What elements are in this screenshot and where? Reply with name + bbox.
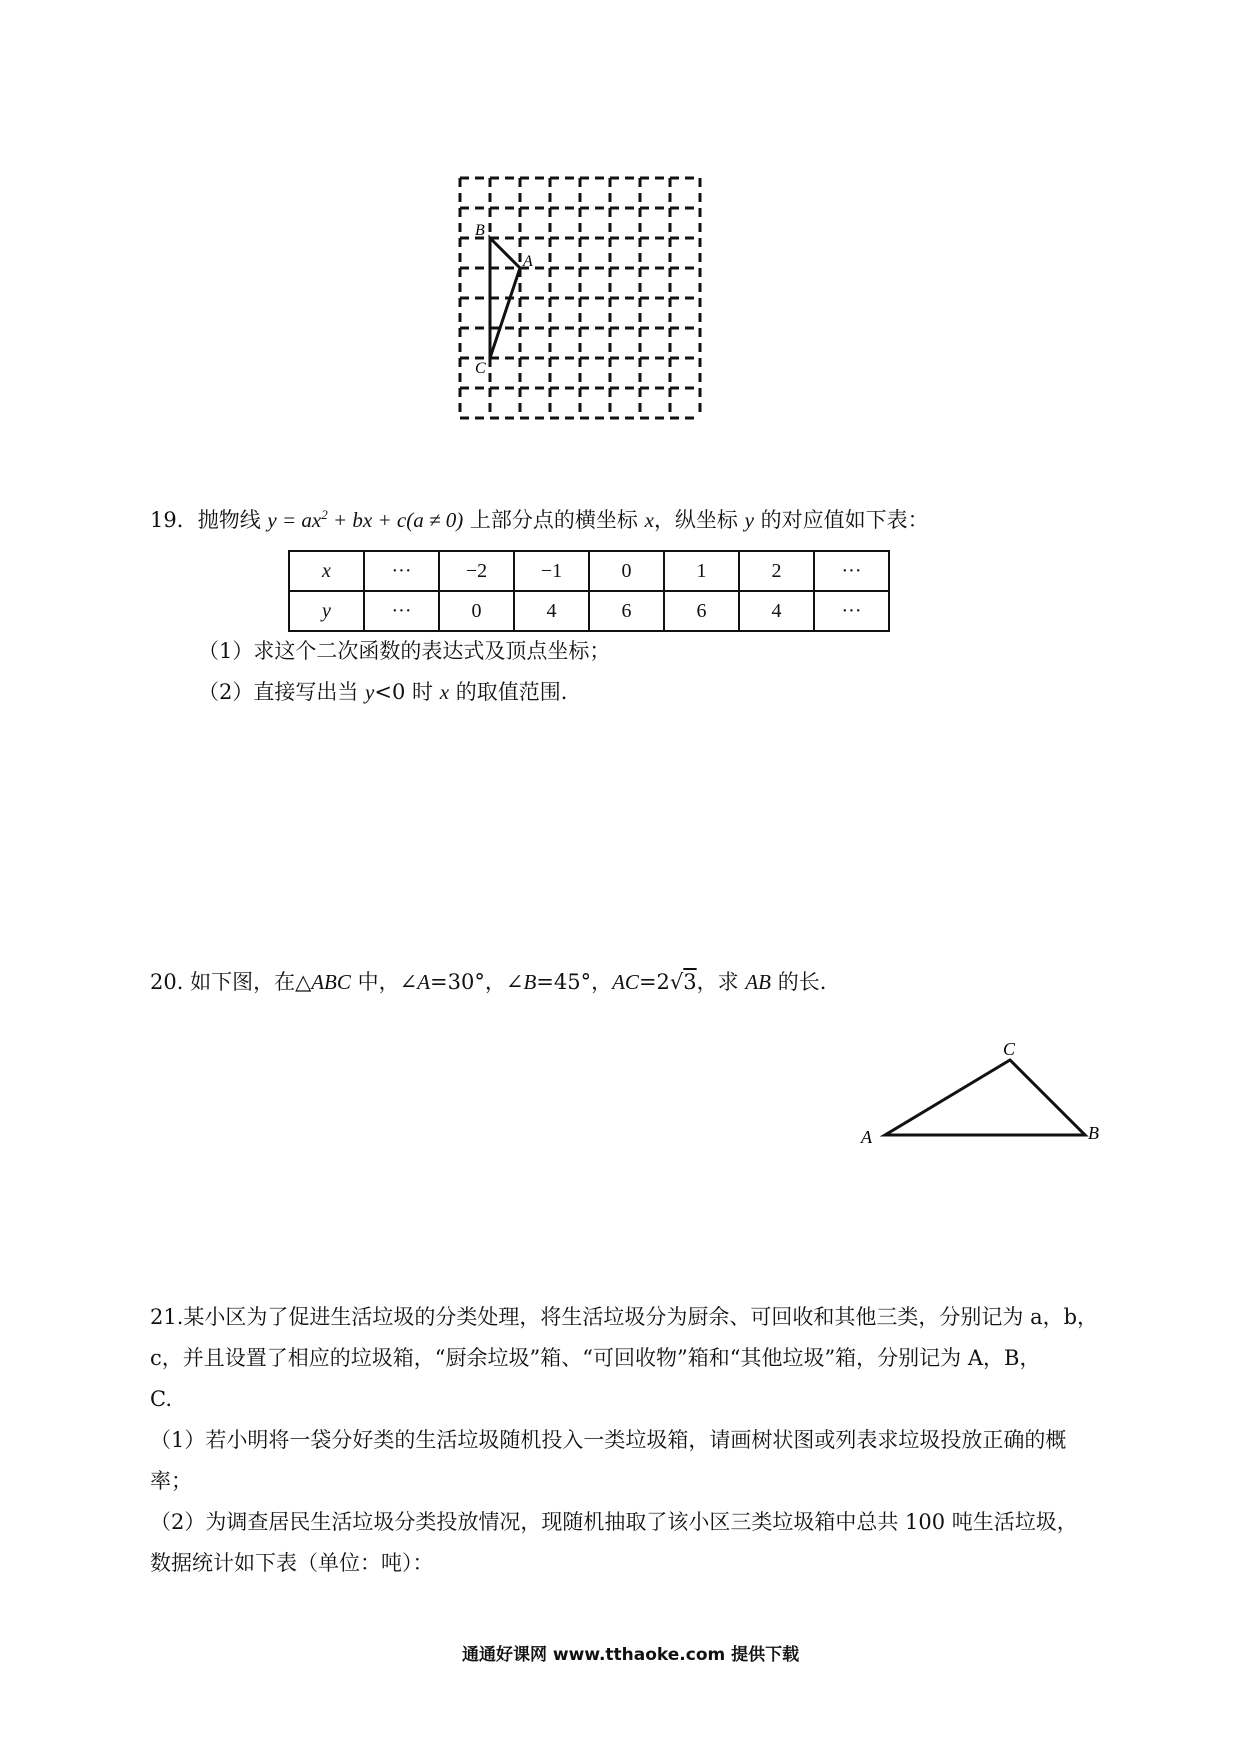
table-cell: x (289, 551, 364, 591)
vertex-label-b: B (1088, 1123, 1099, 1143)
triangle-abc (885, 1060, 1085, 1135)
q19-stem-c: ，纵坐标 (653, 508, 745, 532)
table-row-x (289, 551, 889, 591)
sqrt-symbol: √ (669, 970, 684, 994)
q21-line-2: c，并且设置了相应的垃圾箱，“厨余垃圾”箱、“可回收物”箱和“其他垃圾”箱，分别记为 A，B， (150, 1346, 1041, 1370)
point-label-b: B (475, 222, 485, 239)
table-cell: 1 (664, 551, 739, 591)
grid-triangle-figure (450, 170, 710, 430)
q19-part2: （2）直接写出当 y<0 时 x 的取值范围. (198, 680, 568, 704)
table-row-y (289, 591, 889, 631)
q21-line-6: （2）为调查居民生活垃圾分类投放情况，现随机抽取了该小区三类垃圾箱中总共 100 吨生活垃圾， (150, 1510, 1078, 1534)
q21-line-5: 率； (150, 1469, 192, 1493)
table-cell: 6 (589, 591, 664, 631)
table-cell: 4 (514, 591, 589, 631)
table-cell: 4 (739, 591, 814, 631)
q19-part1: （1）求这个二次函数的表达式及顶点坐标； (198, 639, 611, 663)
q19-var-y: y (744, 508, 754, 532)
table-cell: 6 (664, 591, 739, 631)
page-footer: 通通好课网 www.tthaoke.com 提供下载 (462, 1645, 800, 1665)
table-cell: −1 (514, 551, 589, 591)
table-cell: y (289, 591, 364, 631)
q19-stem (150, 505, 929, 535)
vertex-label-c: C (1003, 1039, 1016, 1059)
table-cell: −2 (439, 551, 514, 591)
table-cell: ··· (814, 591, 889, 631)
point-label-c: C (475, 360, 486, 377)
q19-stem-a: 抛物线 (197, 508, 261, 532)
table-cell: ··· (364, 551, 439, 591)
table-cell: ··· (364, 591, 439, 631)
q19-number: 19． (150, 508, 198, 532)
q19-stem-d: 的对应值如下表： (753, 508, 929, 532)
q19-equation: $y = ax^2$ + bx + c(a ≠ 0) (267, 507, 464, 532)
q21-line-3: C. (150, 1387, 172, 1411)
vertex-label-a: A (861, 1127, 872, 1147)
q20-stem: 20. 如下图，在△ABC 中，∠A=30°，∠B=45°，AC=2√3，求 AB 的长. (150, 970, 827, 994)
q21-line-4: （1）若小明将一袋分好类的生活垃圾随机投入一类垃圾箱，请画树状图或列表求垃圾投放正确的概 (150, 1428, 1067, 1452)
point-label-a: A (523, 253, 533, 270)
table-cell: 0 (589, 551, 664, 591)
q19-stem-b: 上部分点的横坐标 (463, 508, 645, 532)
table-cell: ··· (814, 551, 889, 591)
table-cell: 0 (439, 591, 514, 631)
table-cell: 2 (739, 551, 814, 591)
q20-triangle-figure (855, 1035, 1110, 1150)
dashed-grid (460, 178, 700, 418)
q19-value-table (288, 550, 890, 632)
q21-line-1: 21.某小区为了促进生活垃圾的分类处理，将生活垃圾分为厨余、可回收和其他三类，分别记为 a，b， (150, 1305, 1099, 1329)
q21-line-7: 数据统计如下表（单位：吨）： (150, 1551, 434, 1575)
q19-var-x: x (644, 508, 654, 532)
